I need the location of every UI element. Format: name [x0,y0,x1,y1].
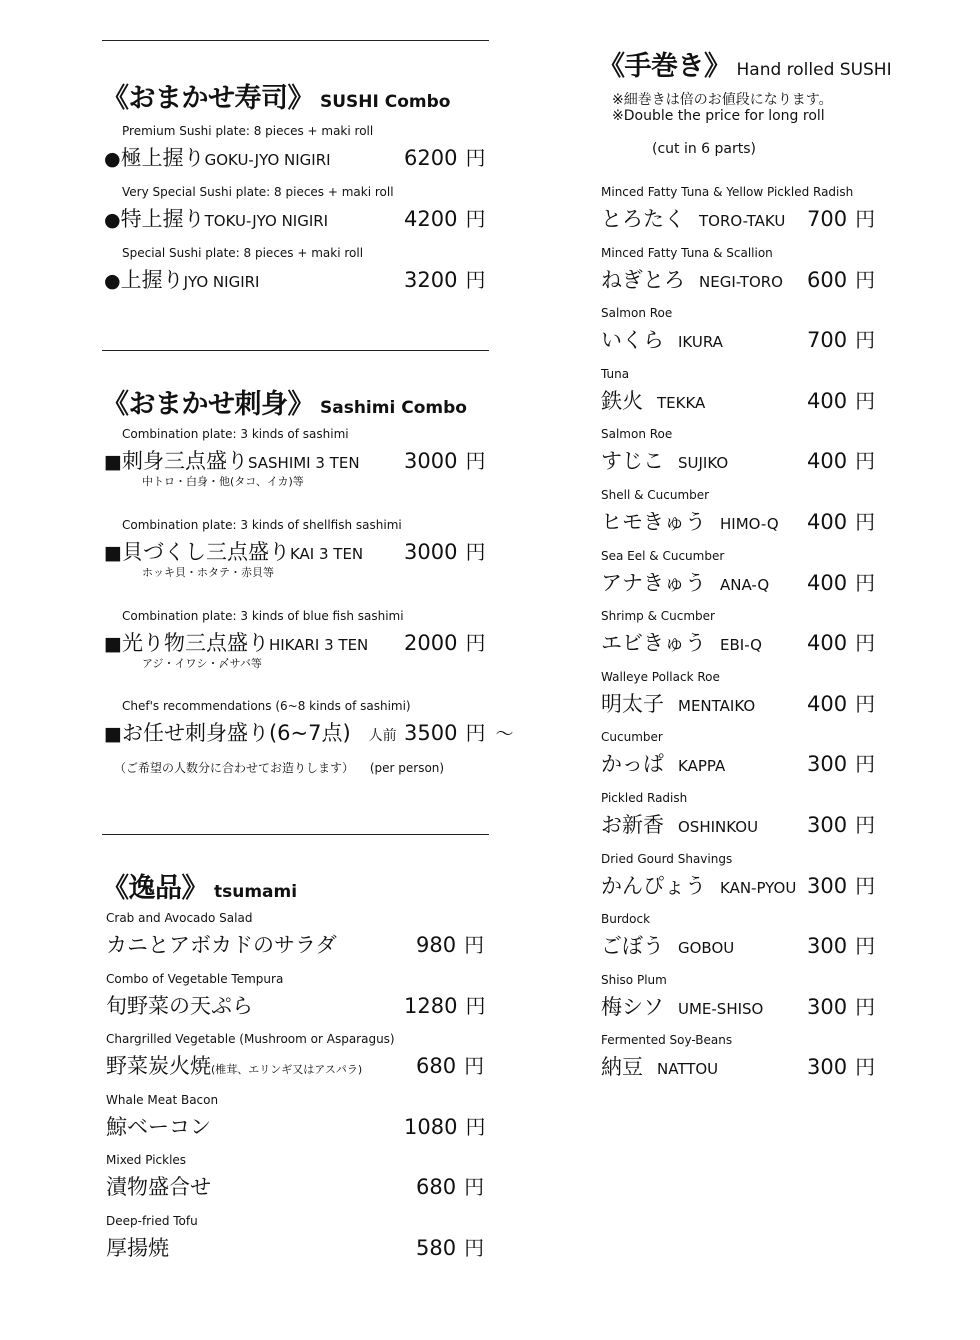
hand-rolled-note-en: ※Double the price for long roll [612,108,825,124]
item-description: Minced Fatty Tuna & Yellow Pickled Radish [601,185,854,199]
price-value: 400 [807,691,848,716]
item-price [404,142,485,171]
item-name-romaji: OSHINKOU [678,818,759,836]
price-value: 300 [807,752,848,777]
item-price [807,324,875,353]
yen-sign: 円 [855,510,876,534]
item-name [104,627,368,657]
yen-sign: 円 [464,1054,485,1078]
item-name-romaji: GOKU-JYO NIGIRI [204,151,331,169]
item-name [601,870,796,900]
bullet-icon: ■ [104,633,122,655]
item-price [404,445,485,474]
yen-sign: 円 [855,631,876,656]
menu-item-kai-3-ten [104,518,494,578]
item-price [416,1232,484,1261]
yen-sign: 円 [855,449,876,474]
item-name-romaji: MENTAIKO [678,696,756,715]
tsumami-title-jp: 《逸品》 [102,873,208,904]
price-value: 300 [807,994,848,1019]
item-price [807,445,875,474]
menu-item-chef-sashimi [104,699,524,779]
item-name-jp: 光り物三点盛り [121,631,269,655]
item-name-romaji: IKURA [678,333,723,352]
price-value: 680 [416,1175,457,1199]
yen-sign: 円 [855,267,876,292]
item-name-jp: お新香 [601,813,664,837]
price-value: 400 [807,388,848,413]
item-description: Special Sushi plate: 8 pieces + maki roll [122,246,364,260]
bullet-icon: ● [104,148,121,170]
item-name-romaji: NEGI-TORO [699,272,783,291]
yen-sign: 円 [464,933,485,957]
item-description: Combo of Vegetable Tempura [106,972,284,986]
item-description: Shiso Plum [601,972,667,987]
item-name-jp: 納豆 [601,1055,643,1080]
price-value: 700 [807,328,848,353]
item-price [807,385,875,414]
item-name [106,1171,211,1201]
yen-sign: 円 [855,1055,876,1080]
item-price [416,1050,484,1079]
price-value: 3500 [404,721,458,745]
item-name [106,1232,169,1262]
bullet-icon: ● [104,270,121,292]
price-value: 3000 [404,540,458,564]
item-description: Burdock [601,912,651,927]
tilde-mark: ～ [495,724,514,745]
item-name-jp: 上握り [120,268,184,292]
yen-sign: 円 [855,207,876,231]
yen-sign: 円 [855,994,876,1019]
item-name [104,142,331,172]
item-name [104,264,259,294]
price-value: 400 [807,510,848,534]
item-description: Crab and Avocado Salad [106,911,253,925]
item-name [601,688,755,718]
item-name-jp: アナきゅう [601,570,706,595]
item-name-jp: ねぎとろ [601,267,685,292]
price-value: 400 [807,631,848,656]
item-name-jp: お任せ刺身盛り(6~7点) [121,721,351,745]
item-name-romaji: JYO NIGIRI [183,273,260,291]
yen-sign: 円 [465,449,486,473]
menu-item-sashimi-3-ten [104,427,494,487]
yen-sign: 円 [465,721,486,745]
item-description: Salmon Roe [601,306,673,321]
price-value: 400 [807,449,848,474]
sushi-combo-title-en: SUSHI Combo [320,92,451,112]
item-description: Combination plate: 3 kinds of shellfish sashimi [122,518,402,532]
price-value: 6200 [404,146,458,170]
item-description: Walleye Pollack Roe [601,669,720,684]
item-description: Sea Eel & Cucumber [601,548,725,563]
yen-sign: 円 [465,994,486,1018]
item-name-jp: ヒモきゅう [601,510,706,534]
price-value: 300 [807,873,848,898]
item-name-jp: 貝づくし三点盛り [121,540,290,564]
item-name [601,506,779,536]
item-subnote: ホッキ貝・ホタテ・赤貝等 [142,566,274,579]
item-description: Shell & Cucumber [601,488,710,502]
sashimi-combo-heading [102,382,467,421]
price-value: 1080 [404,1115,458,1139]
item-price [807,567,875,596]
menu-item-hikari-3-ten [104,609,494,669]
bullet-icon: ■ [104,542,122,564]
item-name [106,929,337,959]
item-description: Pickled Radish [601,791,688,805]
item-name [106,1050,362,1080]
item-price [416,1171,484,1200]
item-name [601,627,762,657]
item-description: Chef's recommendations (6~8 kinds of sashimi) [122,699,411,713]
item-price [404,627,485,656]
item-name-jp: 野菜炭火焼 [106,1054,211,1078]
price-value: 2000 [404,631,458,655]
sushi-combo-heading [102,76,450,115]
item-price [404,990,485,1019]
item-name-jp: エビきゅう [601,631,706,656]
yen-sign: 円 [855,813,876,837]
item-name [106,1111,211,1141]
item-name-jp: 特上握り [120,207,205,231]
item-price [807,688,875,717]
sashimi-combo-title-jp: 《おまかせ刺身》 [102,389,314,420]
item-name-romaji: TOKU-JYO NIGIRI [204,212,329,230]
item-name-romaji: EBI-Q [720,636,762,655]
item-description: Premium Sushi plate: 8 pieces + maki roll [122,124,374,138]
price-value: 3000 [404,449,458,473]
item-name-jp: 梅シソ [601,994,664,1019]
yen-sign: 円 [855,752,876,777]
hand-rolled-heading [598,44,892,83]
item-description: Very Special Sushi plate: 8 pieces + maki roll [122,185,394,199]
item-description: Whale Meat Bacon [106,1093,219,1107]
item-name-jp: 明太子 [601,691,664,716]
item-name-romaji: SASHIMI 3 TEN [247,454,360,472]
item-name-romaji: TORO-TAKU [699,212,786,230]
price-value: 300 [807,813,848,837]
item-name-romaji: HIMO-Q [720,515,779,533]
item-price [807,748,875,777]
item-price [807,506,875,535]
item-price [807,991,875,1020]
item-name [104,203,328,233]
item-price [807,930,875,959]
item-name [601,809,758,839]
item-name-small: (椎茸、エリンギ又はアスパラ) [211,1063,363,1076]
item-name-romaji: UME-SHISO [678,999,764,1018]
item-price [807,264,875,293]
item-name-jp: かんぴょう [601,873,706,898]
sushi-combo-title-jp: 《おまかせ寿司》 [102,83,314,114]
item-name-jp: ごぼう [601,934,664,959]
yen-sign: 円 [855,570,876,595]
yen-sign: 円 [465,268,486,292]
item-description: Minced Fatty Tuna & Scallion [601,245,773,260]
bullet-icon: ■ [104,451,122,473]
item-price [807,627,875,656]
item-name-romaji: KAI 3 TEN [289,545,364,563]
item-name [601,324,723,354]
item-subnote: 中トロ・白身・他(タコ、イカ)等 [142,475,304,488]
item-description: Combination plate: 3 kinds of sashimi [122,427,349,441]
sashimi-combo-title-en: Sashimi Combo [320,398,467,418]
yen-sign: 円 [465,631,486,655]
item-name-jp: カニとアボカドのサラダ [106,933,337,957]
price-value: 400 [807,570,848,595]
item-name-jp: 鯨ベーコン [106,1115,211,1139]
item-name-jp: すじこ [601,449,664,474]
item-description: Fermented Soy-Beans [601,1033,733,1048]
item-name-jp: 漬物盛合せ [106,1175,211,1199]
item-name [104,445,360,475]
price-value: 580 [416,1236,457,1260]
item-name [601,991,763,1021]
item-name-jp: 鉄火 [601,388,643,413]
item-name [601,445,728,475]
item-name-romaji: SUJIKO [678,454,729,473]
item-price [807,870,875,899]
price-value: 300 [807,934,848,959]
price-value: 300 [807,1055,848,1080]
yen-sign: 円 [855,873,876,898]
item-name-romaji: TEKKA [657,393,706,412]
tsumami-heading [102,866,297,905]
yen-sign: 円 [855,691,876,716]
divider-tsumami [102,834,489,835]
divider-sashimi [102,350,489,351]
price-value: 1280 [404,994,458,1018]
price-value: 980 [416,933,457,957]
chef-note-jp: （ご希望の人数分に合わせてお造りします） [114,761,355,775]
item-name [601,1051,718,1081]
chef-note-en: (per person) [369,761,445,775]
item-name-romaji: NATTOU [657,1060,719,1079]
yen-sign: 円 [465,1115,486,1139]
price-value: 3200 [404,268,458,292]
tsumami-title-en: tsumami [214,882,298,902]
item-description: Salmon Roe [601,427,673,442]
item-name-romaji: HIKARI 3 TEN [268,636,369,654]
item-description: Combination plate: 3 kinds of blue fish sashimi [122,609,404,623]
divider-top [102,40,489,41]
price-value: 680 [416,1054,457,1078]
hand-rolled-note-jp: ※細巻きは倍のお値段になります。 [612,92,833,108]
yen-sign: 円 [855,934,876,959]
item-description: Dried Gourd Shavings [601,851,733,866]
item-name-romaji: KAN-PYOU [720,878,797,897]
item-name-romaji: GOBOU [678,939,735,958]
item-name [601,203,785,233]
item-description: Cucumber [601,730,663,745]
yen-sign: 円 [855,328,876,353]
yen-sign: 円 [465,540,486,564]
hand-rolled-title-en: Hand rolled SUSHI [736,60,892,80]
item-price [416,929,484,958]
item-description: Mixed Pickles [106,1153,187,1167]
item-name-jp: 刺身三点盛り [121,449,248,473]
price-value: 700 [807,207,848,231]
item-name [104,536,363,566]
item-name [104,717,397,747]
item-price [807,203,875,232]
item-price [404,717,513,746]
yen-sign: 円 [465,207,486,231]
item-name [601,748,725,778]
bullet-icon: ● [104,209,121,231]
item-ninmae: 人前 [368,728,397,744]
hand-rolled-title-jp: 《手巻き》 [598,51,731,82]
item-name-jp: とろたく [601,207,685,231]
item-name [601,264,783,294]
item-name-jp: いくら [601,328,664,353]
item-description: Chargrilled Vegetable (Mushroom or Asparagus) [106,1032,395,1046]
item-price [807,1051,875,1080]
item-name-jp: 厚揚焼 [106,1236,169,1260]
item-name-romaji: KAPPA [678,757,726,776]
item-price [404,203,485,232]
item-name-jp: かっぱ [601,752,664,777]
yen-sign: 円 [465,146,486,170]
item-description: Tuna [601,366,630,381]
item-name-jp: 極上握り [120,146,205,170]
item-price [404,1111,485,1140]
yen-sign: 円 [464,1236,485,1260]
item-name [601,385,705,415]
chef-note [114,759,444,776]
item-price [404,536,485,565]
item-price [807,809,875,838]
bullet-icon: ■ [104,723,122,745]
item-name [601,567,769,597]
yen-sign: 円 [464,1175,485,1199]
yen-sign: 円 [855,388,876,413]
item-name [601,930,734,960]
item-price [404,264,485,293]
price-value: 600 [807,267,848,292]
item-name [106,990,253,1020]
item-name-jp: 旬野菜の天ぷら [106,994,253,1018]
price-value: 4200 [404,207,458,231]
item-subnote: アジ・イワシ・〆サバ等 [142,657,262,670]
hand-rolled-note-cut: (cut in 6 parts) [652,141,757,157]
item-description: Shrimp & Cucmber [601,609,715,624]
item-name-romaji: ANA-Q [720,575,770,594]
item-description: Deep-fried Tofu [106,1214,198,1228]
